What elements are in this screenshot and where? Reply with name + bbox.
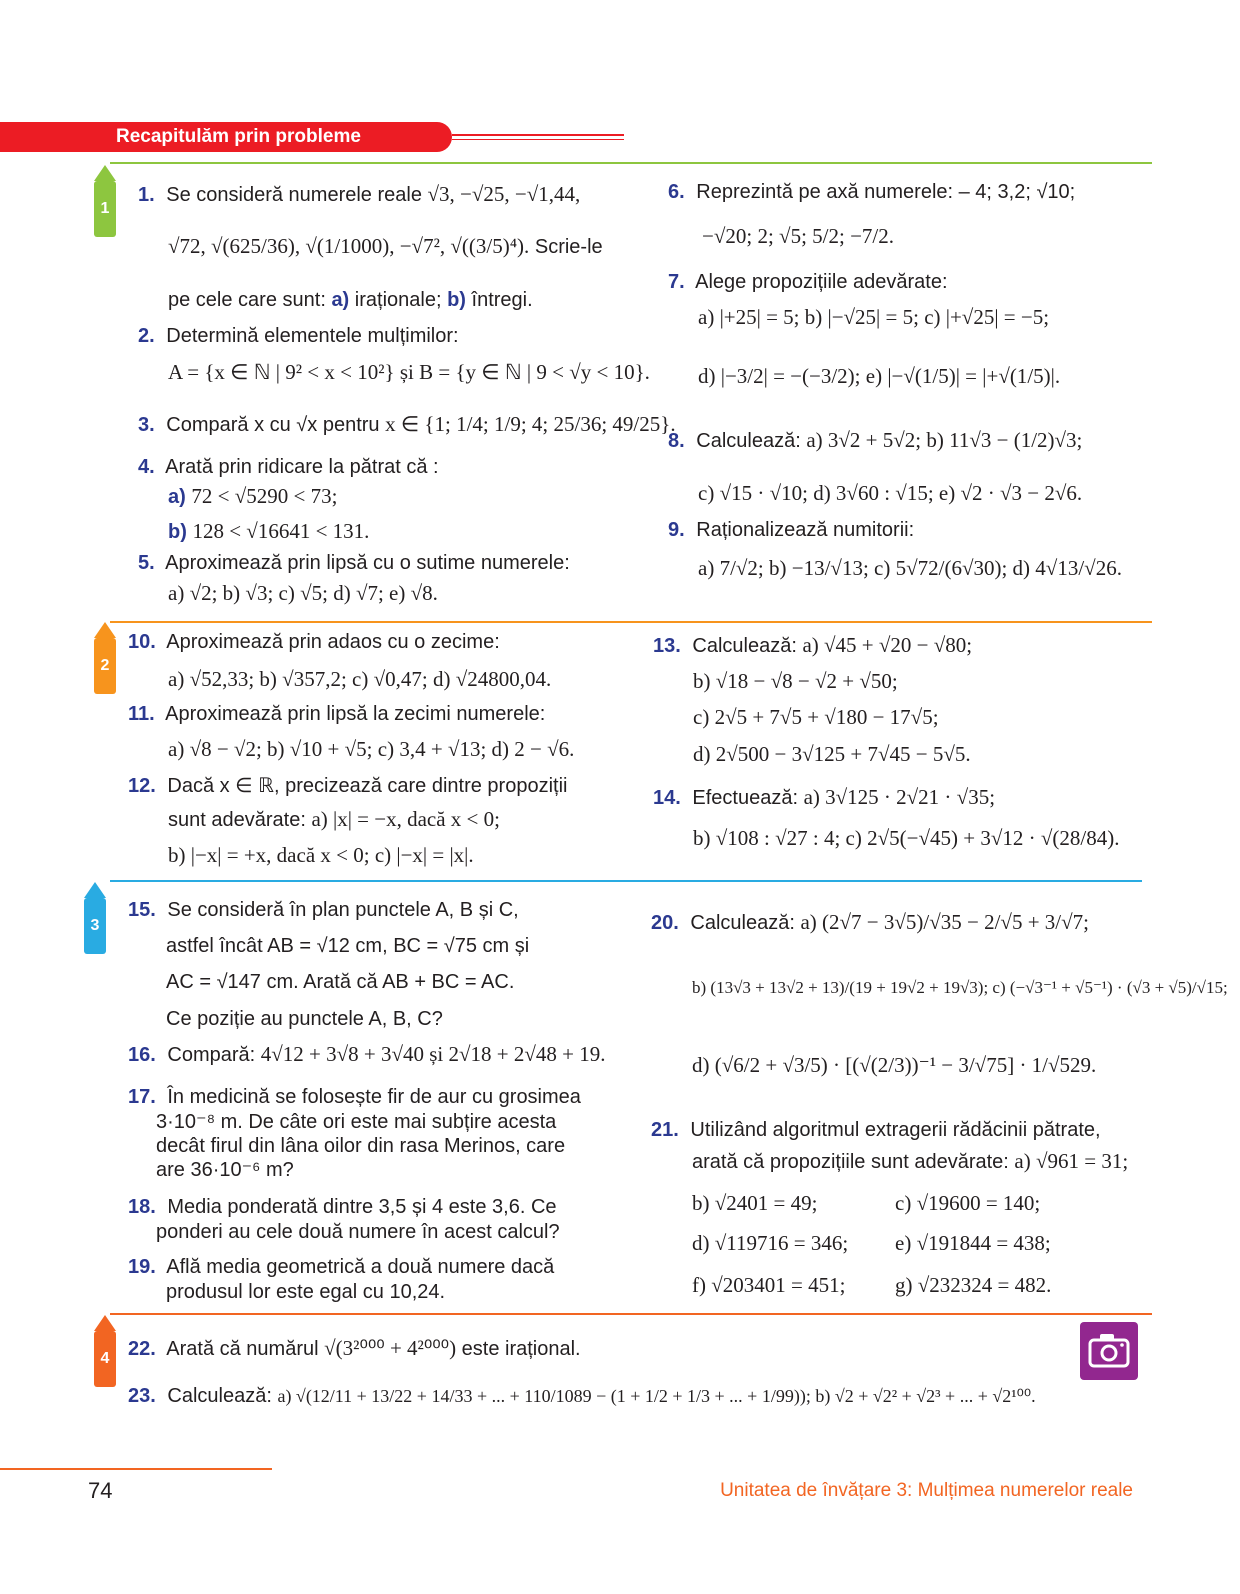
exercise-5-math (168, 581, 438, 606)
level-number: 1 (100, 200, 110, 217)
exercise-text: Calculează: (692, 635, 797, 657)
exercise-text: Reprezintă pe axă numerele: – 4; 3,2; √10; (696, 181, 1076, 203)
exercise-text: Află media geometrică a două numere dacă (166, 1256, 555, 1278)
exercise-math: b) |−x| = +x, dacă x < 0; c) |−x| = |x|. (168, 843, 474, 867)
exercise-math: d) (√6/2 + √3/5) · [(√(2/3))⁻¹ − 3/√75] · 1/√529. (692, 1053, 1097, 1077)
exercise-text: ponderi au cele două numere în acest calcul? (156, 1221, 560, 1243)
exercise-number: 15. (128, 899, 156, 921)
exercise-21e (895, 1231, 1051, 1256)
part-label: b) (447, 289, 466, 311)
exercise-11-math (168, 737, 574, 762)
exercise-text: Utilizând algoritmul extragerii rădăcinii pătrate, (690, 1119, 1101, 1141)
exercise-2-math (168, 360, 650, 385)
exercise-8-line2 (698, 481, 1082, 506)
exercise-7 (668, 270, 948, 294)
exercise-9-math (698, 556, 1122, 581)
exercise-math: b) √2401 = 49; (692, 1191, 818, 1215)
exercise-number: 7. (668, 271, 685, 293)
exercise-math: a) √961 = 31; (1014, 1149, 1129, 1173)
exercise-text: este irațional. (461, 1338, 581, 1360)
exercise-math: 128 < √16641 < 131. (192, 519, 370, 543)
exercise-20-line2 (692, 976, 1228, 1000)
exercise-math: x ∈ {1; 1/4; 1/9; 4; 25/36; 49/25}. (385, 412, 676, 436)
exercise-13b (693, 669, 898, 694)
exercise-1-line3 (168, 288, 533, 312)
exercise-text: Scrie-le (534, 236, 603, 258)
exercise-text: Calculează: (690, 912, 795, 934)
exercise-text: Media ponderată dintre 3,5 și 4 este 3,6. Ce (167, 1196, 557, 1218)
exercise-text: AC = √147 cm. Arată că AB + BC = AC. (166, 971, 515, 993)
part-label: a) (168, 486, 186, 508)
exercise-21f (692, 1273, 845, 1298)
separator-level-3 (110, 880, 1142, 882)
exercise-text: astfel încât AB = √12 cm, BC = √75 cm și (166, 935, 530, 957)
exercise-math: a) |+25| = 5; b) |−√25| = 5; c) |+√25| = −5; (698, 305, 1050, 329)
exercise-math: a) |x| = −x, dacă x < 0; (311, 807, 500, 831)
unit-title: Unitatea de învățare 3: Mulțimea numerelor reale (720, 1480, 1133, 1501)
exercise-3 (138, 412, 676, 437)
exercise-math: b) √18 − √8 − √2 + √50; (693, 669, 898, 693)
exercise-6 (668, 180, 1075, 204)
exercise-21d (692, 1231, 848, 1256)
crayon-icon (88, 165, 122, 247)
exercise-21c (895, 1191, 1040, 1216)
exercise-number: 23. (128, 1385, 156, 1407)
header-rule (452, 134, 624, 136)
level-number: 4 (100, 1350, 110, 1367)
exercise-number: 13. (653, 635, 681, 657)
exercise-4 (138, 455, 439, 479)
exercise-text: Compară x cu √x pentru (166, 414, 380, 436)
exercise-math: a) √52,33; b) √357,2; c) √0,47; d) √24800,04. (168, 667, 552, 691)
exercise-number: 6. (668, 181, 685, 203)
exercise-text: produsul lor este egal cu 10,24. (166, 1281, 446, 1303)
page-number: 74 (88, 1478, 113, 1503)
exercise-11 (128, 702, 545, 726)
exercise-number: 17. (128, 1086, 156, 1108)
part-label: b) (168, 521, 187, 543)
exercise-number: 12. (128, 775, 156, 797)
separator-level-4 (110, 1313, 1152, 1315)
separator-level-2 (110, 621, 1152, 623)
crayon-icon (88, 622, 122, 704)
exercise-text: sunt adevărate: (168, 809, 306, 831)
exercise-text: Ce poziție au punctele A, B, C? (166, 1008, 443, 1030)
exercise-math: b) √108 : √27 : 4; c) 2√5(−√45) + 3√12 · √(28/84). (693, 826, 1120, 850)
exercise-math: √(3²⁰⁰⁰ + 4²⁰⁰⁰) (324, 1336, 457, 1360)
exercise-7-line1 (698, 305, 1049, 330)
exercise-math: a) √45 + √20 − √80; (802, 633, 973, 657)
exercise-15 (128, 898, 519, 922)
exercise-9 (668, 518, 914, 542)
exercise-15-line4 (166, 1007, 443, 1031)
exercise-17-line4 (156, 1158, 294, 1182)
exercise-number: 22. (128, 1338, 156, 1360)
exercise-math: d) √119716 = 346; (692, 1231, 849, 1255)
exercise-math: 4√12 + 3√8 + 3√40 și 2√18 + 2√48 + 19. (260, 1042, 606, 1066)
exercise-10 (128, 630, 500, 654)
part-label: a) (331, 289, 350, 311)
exercise-18 (128, 1195, 557, 1219)
exercise-14-line2 (693, 826, 1119, 851)
exercise-number: 10. (128, 631, 156, 653)
exercise-6-math (702, 224, 894, 249)
exercise-2 (138, 324, 459, 348)
exercise-math: c) √19600 = 140; (895, 1191, 1041, 1215)
exercise-number: 21. (651, 1119, 679, 1141)
exercise-14 (653, 785, 995, 810)
exercise-math: g) √232324 = 482. (895, 1273, 1052, 1297)
exercise-5 (138, 551, 570, 575)
exercise-text: Arată că numărul (166, 1338, 319, 1360)
exercise-math: e) √191844 = 438; (895, 1231, 1051, 1255)
exercise-12 (128, 774, 567, 798)
exercise-text: Aproximează prin adaos cu o zecime: (166, 631, 500, 653)
exercise-text: întregi. (471, 289, 533, 311)
exercise-17-line3 (156, 1134, 565, 1158)
exercise-text: În medicină se folosește fir de aur cu grosimea (167, 1086, 581, 1108)
footer-rule (0, 1468, 272, 1470)
exercise-number: 5. (138, 552, 155, 574)
exercise-math: c) 2√5 + 7√5 + √180 − 17√5; (693, 705, 939, 729)
exercise-math: b) (13√3 + 13√2 + 13)/(19 + 19√2 + 19√3); c) (−√3⁻¹ + √5⁻¹) · (√3 + √5)/√15; (692, 978, 1228, 997)
exercise-math: a) 3√125 · 2√21 · √35; (803, 785, 996, 809)
exercise-number: 4. (138, 456, 155, 478)
exercise-22 (128, 1336, 581, 1361)
exercise-number: 2. (138, 325, 155, 347)
exercise-text: Determină elementele mulțimilor: (166, 325, 459, 347)
exercise-number: 9. (668, 519, 685, 541)
exercise-13d (693, 742, 971, 767)
exercise-math: a) √(12/11 + 13/22 + 14/33 + ... + 110/1089 − (1 + 1/2 + 1/3 + ... + 1/99)); b) √2 + √2² + √2³ + ... + √2¹⁰⁰. (277, 1386, 1036, 1406)
exercise-text: are 36·10⁻⁶ m? (156, 1159, 294, 1181)
exercise-text: Compară: (167, 1044, 256, 1066)
exercise-4a (168, 484, 337, 509)
exercise-19 (128, 1255, 554, 1279)
exercise-21 (651, 1118, 1101, 1142)
exercise-20 (651, 910, 1089, 935)
exercise-21g (895, 1273, 1051, 1298)
exercise-17 (128, 1085, 581, 1109)
exercise-text: Se consideră în plan punctele A, B și C, (167, 899, 519, 921)
exercise-12-line2 (168, 807, 500, 832)
header-rule-thin (452, 139, 624, 140)
camera-icon[interactable] (1080, 1322, 1138, 1380)
exercise-math: a) (2√7 − 3√5)/√35 − 2/√5 + 3/√7; (800, 910, 1089, 934)
exercise-math: a) √8 − √2; b) √10 + √5; c) 3,4 + √13; d) 2 − √6. (168, 737, 575, 761)
exercise-text: Dacă x ∈ ℝ, precizează care dintre propoziții (167, 775, 568, 797)
exercise-number: 11. (128, 703, 155, 725)
exercise-number: 14. (653, 787, 681, 809)
exercise-number: 1. (138, 184, 155, 206)
exercise-8 (668, 428, 1082, 453)
crayon-icon (78, 882, 112, 964)
exercise-4b (168, 519, 369, 544)
exercise-math: −√20; 2; √5; 5/2; −7/2. (702, 224, 894, 248)
level-number: 2 (100, 657, 110, 674)
exercise-7-line2 (698, 364, 1060, 389)
exercise-text: Se consideră numerele reale (166, 184, 422, 206)
exercise-text: decât firul din lâna oilor din rasa Merinos, care (156, 1135, 566, 1157)
exercise-math: f) √203401 = 451; (692, 1273, 846, 1297)
exercise-math: A = {x ∈ ℕ | 9² < x < 10²} și B = {y ∈ ℕ | 9 < √y < 10}. (168, 360, 650, 384)
exercise-18-line2 (156, 1220, 560, 1244)
exercise-text: Alege propozițiile adevărate: (695, 271, 948, 293)
exercise-17-line2 (156, 1110, 556, 1134)
exercise-math: d) |−3/2| = −(−3/2); e) |−√(1/5)| = |+√(1/5)|. (698, 364, 1061, 388)
exercise-1-line2 (168, 234, 603, 259)
exercise-math: a) 7/√2; b) −13/√13; c) 5√72/(6√30); d) 4√13/√26. (698, 556, 1122, 580)
exercise-number: 8. (668, 430, 685, 452)
exercise-21b (692, 1191, 817, 1216)
exercise-20-line3 (692, 1053, 1096, 1078)
exercise-13 (653, 633, 972, 658)
separator-level-1 (110, 162, 1152, 164)
exercise-text: pe cele care sunt: (168, 289, 326, 311)
exercise-23 (128, 1384, 1036, 1408)
exercise-text: Efectuează: (692, 787, 798, 809)
exercise-math: √3, −√25, −√1,44, (427, 182, 581, 206)
exercise-math: a) 3√2 + 5√2; b) 11√3 − (1/2)√3; (806, 428, 1083, 452)
exercise-number: 16. (128, 1044, 156, 1066)
exercise-number: 20. (651, 912, 679, 934)
exercise-15-line3 (166, 970, 514, 994)
exercise-text: Raționalizează numitorii: (696, 519, 915, 541)
exercise-number: 18. (128, 1196, 156, 1218)
exercise-text: iraționale; (354, 289, 442, 311)
exercise-text: Arată prin ridicare la pătrat că : (165, 456, 439, 478)
exercise-math: √72, √(625/36), √(1/1000), −√7², √((3/5)⁴). (168, 234, 530, 258)
level-number: 3 (90, 917, 100, 934)
exercise-10-math (168, 667, 551, 692)
exercise-math: a) √2; b) √3; c) √5; d) √7; e) √8. (168, 581, 438, 605)
exercise-text: Calculează: (167, 1385, 272, 1407)
exercise-math: c) √15 · √10; d) 3√60 : √15; e) √2 · √3 − 2√6. (698, 481, 1083, 505)
exercise-text: Aproximează prin lipsă la zecimi numerele: (165, 703, 546, 725)
exercise-text: Calculează: (696, 430, 801, 452)
exercise-16 (128, 1042, 606, 1067)
exercise-19-line2 (166, 1280, 445, 1304)
section-title: Recapitulăm prin probleme (0, 122, 452, 152)
exercise-text: Aproximează prin lipsă cu o sutime numerele: (165, 552, 570, 574)
exercise-13c (693, 705, 939, 730)
exercise-12-line3 (168, 843, 474, 868)
exercise-number: 3. (138, 414, 155, 436)
exercise-math: 72 < √5290 < 73; (191, 484, 338, 508)
exercise-text: 3·10⁻⁸ m. De câte ori este mai subțire acesta (156, 1111, 557, 1133)
exercise-math: d) 2√500 − 3√125 + 7√45 − 5√5. (693, 742, 971, 766)
exercise-1 (138, 182, 580, 207)
camera-glyph (1080, 1322, 1138, 1380)
exercise-number: 19. (128, 1256, 156, 1278)
crayon-icon (88, 1315, 122, 1397)
exercise-21-line2 (692, 1149, 1128, 1174)
exercise-text: arată că propozițiile sunt adevărate: (692, 1151, 1009, 1173)
exercise-15-line2 (166, 934, 529, 958)
